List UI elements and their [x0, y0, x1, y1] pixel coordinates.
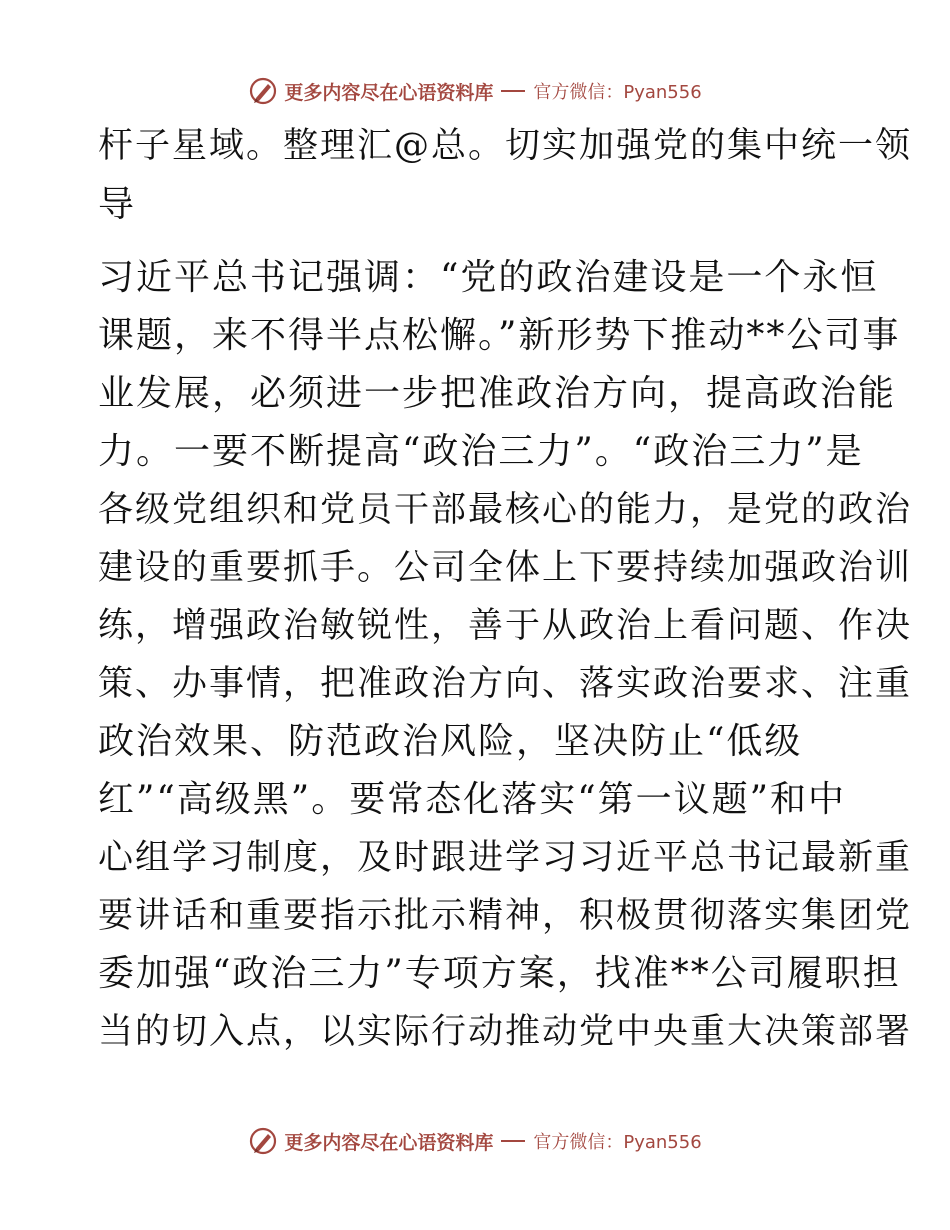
pen-logo-icon: [248, 1126, 278, 1156]
pen-logo-icon: [248, 76, 278, 106]
text-line: 建设的重要抓手。公司全体上下要持续加强政治训: [98, 548, 913, 588]
watermark-text: 更多内容尽在心语资料库: [284, 81, 494, 104]
text-line: 导: [98, 184, 137, 225]
text-line: 心组学习制度，及时跟进学习习近平总书记最新重: [98, 838, 913, 878]
text-line: 杆子星域。整理汇@总。切实加强党的集中统一领: [98, 126, 913, 166]
text-line: 力。一要不断提高“政治三力”。“政治三力”是: [98, 431, 864, 472]
text-line: 练，增强政治敏锐性，善于从政治上看问题、作决: [98, 606, 913, 646]
text-line: 课题，来不得半点松懈。”新形势下推动**公司事: [98, 315, 901, 356]
text-line: 习近平总书记强调：“党的政治建设是一个永恒: [98, 257, 879, 298]
watermark-dash: [501, 90, 525, 92]
text-line: 委加强“政治三力”专项方案，找准**公司履职担: [98, 953, 901, 994]
header-watermark: [0, 71, 950, 111]
watermark-text: 更多内容尽在心语资料库: [284, 1131, 494, 1154]
text-line: 业发展，必须进一步把准政治方向，提高政治能: [98, 373, 897, 414]
text-line: 各级党组织和党员干部最核心的能力，是党的政治: [98, 490, 913, 530]
text-line: 策、办事情，把准政治方向、落实政治要求、注重: [98, 664, 913, 704]
text-line: 政治效果、防范政治风险，坚决防止“低级: [98, 721, 803, 762]
text-line: 当的切入点，以实际行动推动党中央重大决策部署: [98, 1012, 913, 1052]
watermark-dash: [501, 1140, 525, 1142]
footer-watermark: [0, 1121, 950, 1161]
text-line: 要讲话和重要指示批示精神，积极贯彻落实集团党: [98, 896, 913, 936]
watermark-subtext: 官方微信：Pyan556: [533, 82, 702, 103]
watermark-subtext: 官方微信：Pyan556: [533, 1132, 702, 1153]
text-line: 红”“高级黑”。要常态化落实“第一议题”和中: [98, 779, 847, 820]
